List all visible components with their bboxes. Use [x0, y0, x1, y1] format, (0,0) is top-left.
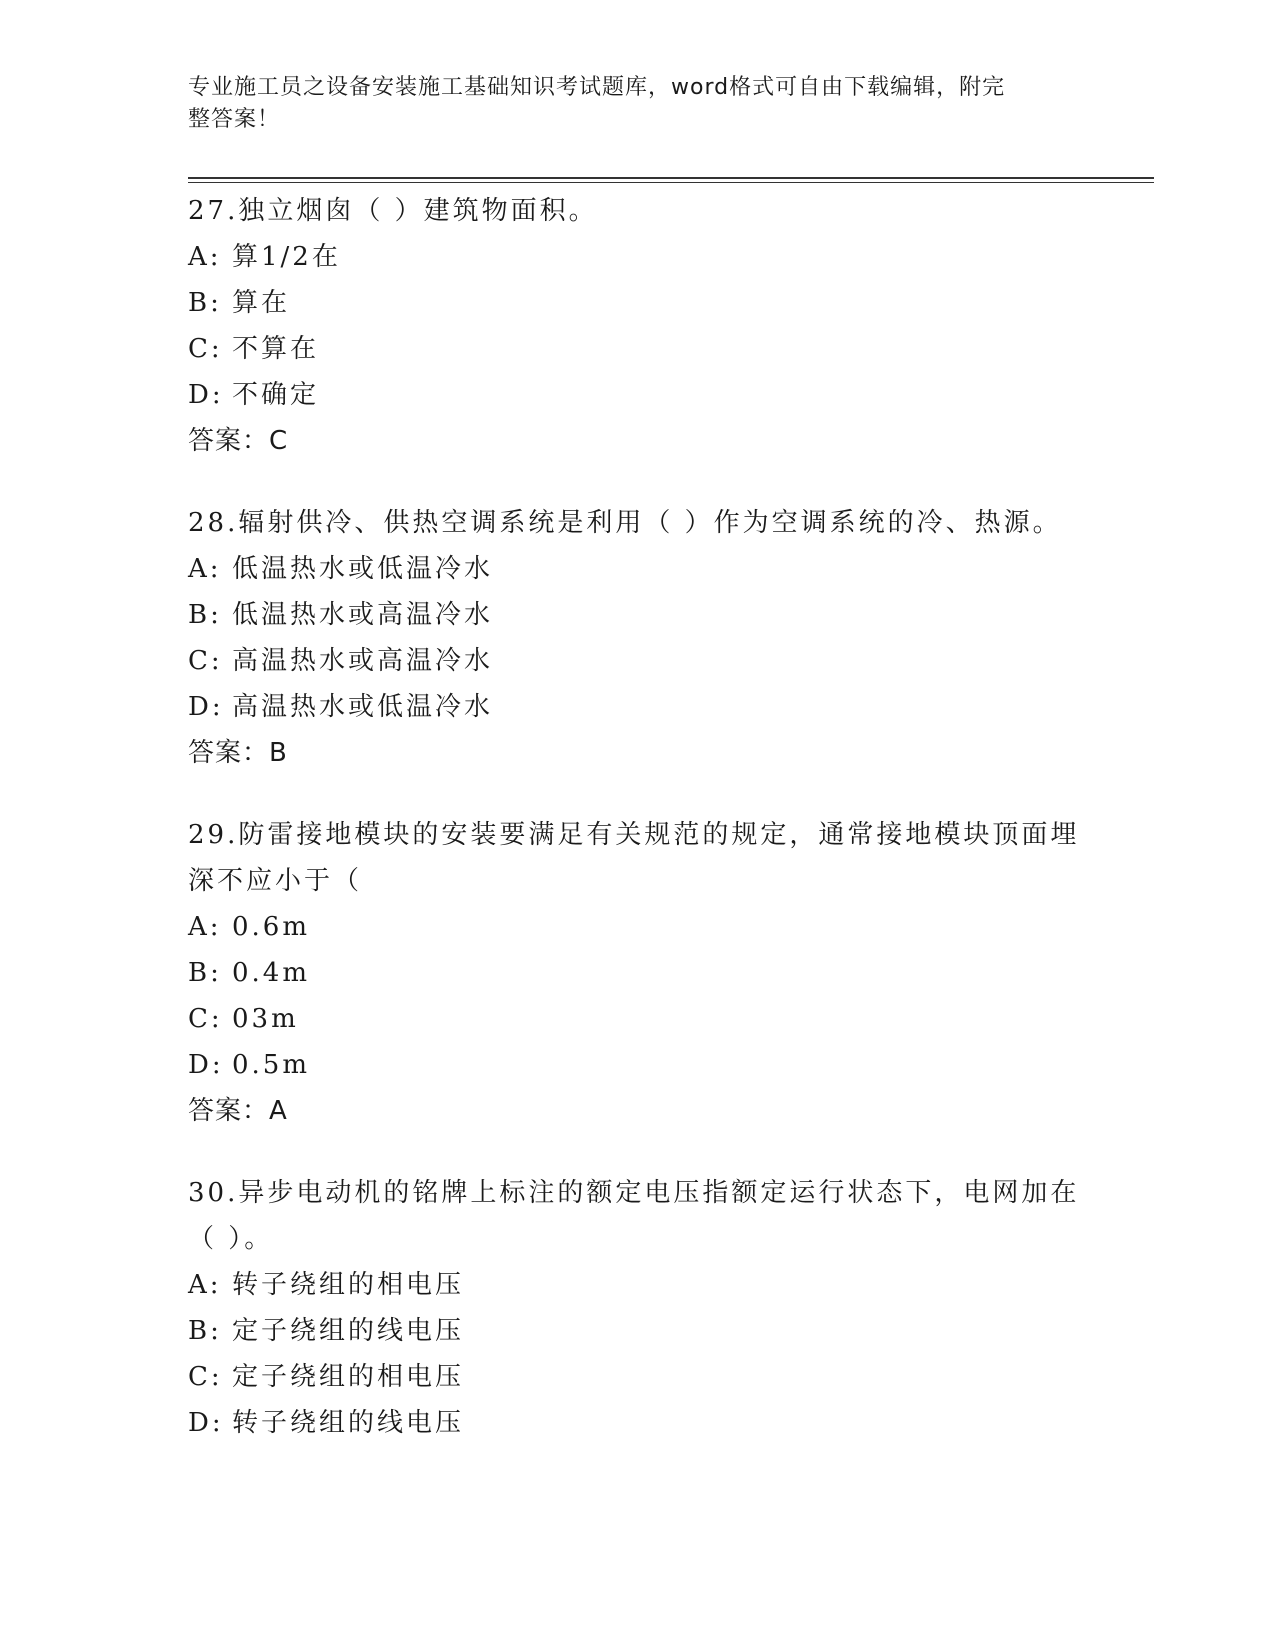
option-text: 0.6m: [232, 912, 311, 942]
option-d: [188, 684, 1088, 730]
option-a: [188, 904, 1088, 950]
option-letter: A:: [188, 554, 222, 584]
question-28: [188, 500, 1088, 776]
option-a: [188, 546, 1088, 592]
answer-line: 答案：B: [188, 738, 288, 768]
option-text: 0.5m: [232, 1050, 311, 1080]
option-text: 定子绕组的相电压: [232, 1362, 465, 1392]
option-c: [188, 638, 1088, 684]
option-text: 算在: [232, 288, 291, 318]
answer-line: 答案：C: [188, 426, 289, 456]
option-text: 不算在: [232, 334, 320, 364]
header-rule-thin: [188, 182, 1154, 183]
option-text: 转子绕组的相电压: [232, 1270, 465, 1300]
header-line-2: 整答案！: [188, 107, 281, 132]
option-b: [188, 1308, 1088, 1354]
option-text: 算1/2在: [232, 242, 341, 272]
option-d: [188, 1400, 1088, 1446]
option-d: [188, 1042, 1088, 1088]
option-text: 定子绕组的线电压: [232, 1316, 465, 1346]
answer-line: 答案：A: [188, 1096, 288, 1126]
option-text: 低温热水或低温冷水: [232, 554, 494, 584]
option-b: [188, 950, 1088, 996]
option-letter: B:: [188, 958, 222, 988]
option-letter: D:: [188, 692, 224, 722]
question-list: [188, 188, 1088, 1482]
option-letter: A:: [188, 242, 222, 272]
option-letter: D:: [188, 1050, 224, 1080]
question-stem: 30.异步电动机的铭牌上标注的额定电压指额定运行状态下，电网加在（ ）。: [188, 1178, 1080, 1254]
option-letter: C:: [188, 646, 223, 676]
question-27: [188, 188, 1088, 464]
option-text: 不确定: [232, 380, 320, 410]
question-stem: 29.防雷接地模块的安装要满足有关规范的规定，通常接地模块顶面埋深不应小于（: [188, 820, 1080, 896]
option-letter: A:: [188, 912, 222, 942]
option-letter: C:: [188, 1004, 223, 1034]
question-stem: 27.独立烟囱（ ）建筑物面积。: [188, 196, 598, 226]
option-letter: D:: [188, 1408, 224, 1438]
option-letter: D:: [188, 380, 224, 410]
option-letter: C:: [188, 1362, 223, 1392]
option-letter: B:: [188, 288, 222, 318]
question-stem: 28.辐射供冷、供热空调系统是利用（ ）作为空调系统的冷、热源。: [188, 508, 1062, 538]
option-text: 低温热水或高温冷水: [232, 600, 494, 630]
option-d: [188, 372, 1088, 418]
header-rule-thick: [188, 177, 1154, 179]
option-text: 高温热水或低温冷水: [232, 692, 494, 722]
question-30: [188, 1170, 1088, 1446]
option-letter: B:: [188, 1316, 222, 1346]
option-b: [188, 280, 1088, 326]
header-line-1: 专业施工员之设备安装施工基础知识考试题库，word格式可自由下载编辑，附完: [188, 75, 1006, 100]
option-c: [188, 996, 1088, 1042]
option-text: 0.4m: [232, 958, 311, 988]
option-c: [188, 326, 1088, 372]
option-b: [188, 592, 1088, 638]
question-29: [188, 812, 1088, 1134]
option-a: [188, 1262, 1088, 1308]
option-text: 03m: [232, 1004, 299, 1034]
option-text: 转子绕组的线电压: [232, 1408, 465, 1438]
option-c: [188, 1354, 1088, 1400]
option-a: [188, 234, 1088, 280]
option-text: 高温热水或高温冷水: [232, 646, 494, 676]
option-letter: C:: [188, 334, 223, 364]
document-header: [188, 72, 1088, 136]
option-letter: B:: [188, 600, 222, 630]
option-letter: A:: [188, 1270, 222, 1300]
